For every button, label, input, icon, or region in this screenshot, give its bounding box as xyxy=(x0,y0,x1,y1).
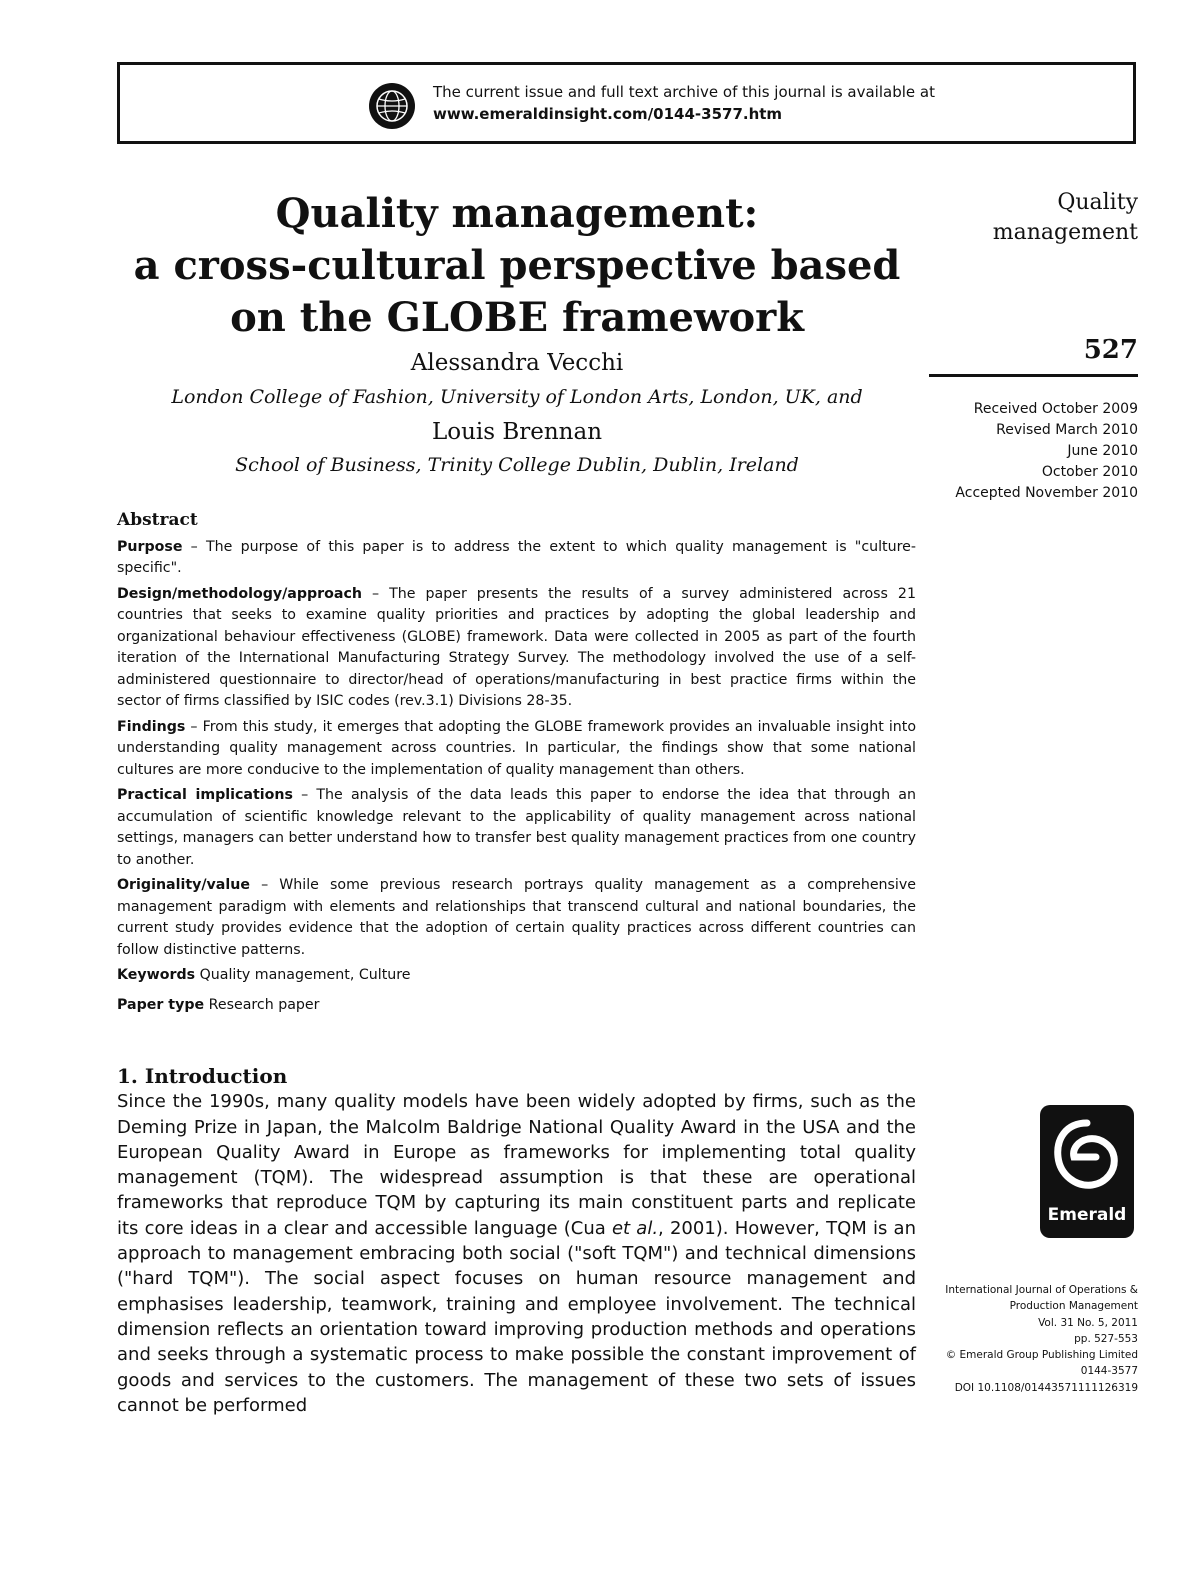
abstract xyxy=(117,510,916,1020)
journal-availability-banner xyxy=(117,62,1136,144)
abstract-purpose: Purpose – The purpose of this paper is to address the extent to which quality management is "culture-specific". xyxy=(117,538,916,576)
author-name: Alessandra Vecchi xyxy=(410,350,624,376)
abstract-originality: Originality/value – While some previous research portrays quality management as a comprehensive management paradigm with elements and relationships that transcend cultural and national boundaries, the current study provides evidence that the adoption of certain quality practices across different countries can follow distinctive patterns. xyxy=(117,877,916,958)
title-line-3: on the GLOBE framework xyxy=(230,294,804,341)
paper-title xyxy=(117,188,917,344)
title-line-1: Quality management: xyxy=(275,190,759,237)
submission-dates: Received October 2009 Revised March 2010 June 2010 October 2010 Accepted November 2010 xyxy=(955,401,1138,501)
abstract-findings: Findings – From this study, it emerges that adopting the GLOBE framework provides an invaluable insight into understanding quality management across countries. In particular, the findings show that some national cultures are more conducive to the implementation of quality management than others. xyxy=(117,718,916,778)
emerald-wordmark: Emerald xyxy=(1047,1205,1127,1225)
divider xyxy=(929,374,1138,377)
paper-type: Paper type Research paper xyxy=(117,996,320,1013)
author-name: Louis Brennan xyxy=(431,419,603,445)
introduction-section xyxy=(117,1064,916,1418)
author-affiliation: School of Business, Trinity College Dublin, Dublin, Ireland xyxy=(235,454,799,476)
journal-info: International Journal of Operations & Production Management Vol. 31 No. 5, 2011 pp. 527-553 © Emerald Group Publishing Limited 0144-3577 DOI 10.1108/01443571111126319 xyxy=(945,1284,1138,1394)
introduction-paragraph: Since the 1990s, many quality models have been widely adopted by firms, such as the Deming Prize in Japan, the Malcolm Baldrige National Quality Award in the USA and the European Quality Award in Europe as frameworks for implementing total quality management (TQM). The widespread assumption is that these are operational frameworks that reproduce TQM by capturing its main constituent parts and replicate its core ideas in a clear and accessible language (Cua et al., 2001). However, TQM is an approach to management embracing both social ("soft TQM") and technical dimensions ("hard TQM"). The social aspect focuses on human resource management and emphasises leadership, teamwork, training and employee involvement. The technical dimension reflects an orientation toward improving production methods and operations and seeks through a systematic process to make possible the constant improvement of goods and services to the customers. The management of these two sets of issues cannot be performed xyxy=(117,1091,916,1416)
abstract-heading: Abstract xyxy=(117,510,198,530)
emerald-swirl-icon xyxy=(1040,1105,1134,1205)
page-number: 527 xyxy=(1083,335,1138,365)
running-head: Quality management xyxy=(992,190,1138,245)
abstract-design: Design/methodology/approach – The paper presents the results of a survey administered across 21 countries that seeks to examine quality priorities and practices by adopting the global leadership and organizational behaviour effectiveness (GLOBE) framework. Data were collected in 2005 as part of the fourth iteration of the International Manufacturing Strategy Survey. The methodology involved the use of a self-administered questionnaire to director/head of operations/manufacturing in best practice firms within the sector of firms classified by ISIC codes (rev.3.1) Divisions 28-35. xyxy=(117,585,916,709)
author-affiliation: London College of Fashion, University of London Arts, London, UK, and xyxy=(171,386,863,408)
globe-icon xyxy=(368,82,416,130)
journal-url-link[interactable]: www.emeraldinsight.com/0144-3577.htm xyxy=(433,105,783,123)
title-line-2: a cross-cultural perspective based xyxy=(133,242,901,289)
availability-text: The current issue and full text archive of this journal is available at xyxy=(433,83,935,101)
abstract-practical: Practical implications – The analysis of the data leads this paper to endorse the idea that through an accumulation of scientific knowledge relevant to the applicability of quality management across national settings, managers can better understand how to transfer best quality management practices from one country to another. xyxy=(117,787,916,868)
keywords: Keywords Quality management, Culture xyxy=(117,967,411,983)
section-heading: 1. Introduction xyxy=(117,1064,288,1088)
emerald-logo xyxy=(1040,1105,1134,1238)
